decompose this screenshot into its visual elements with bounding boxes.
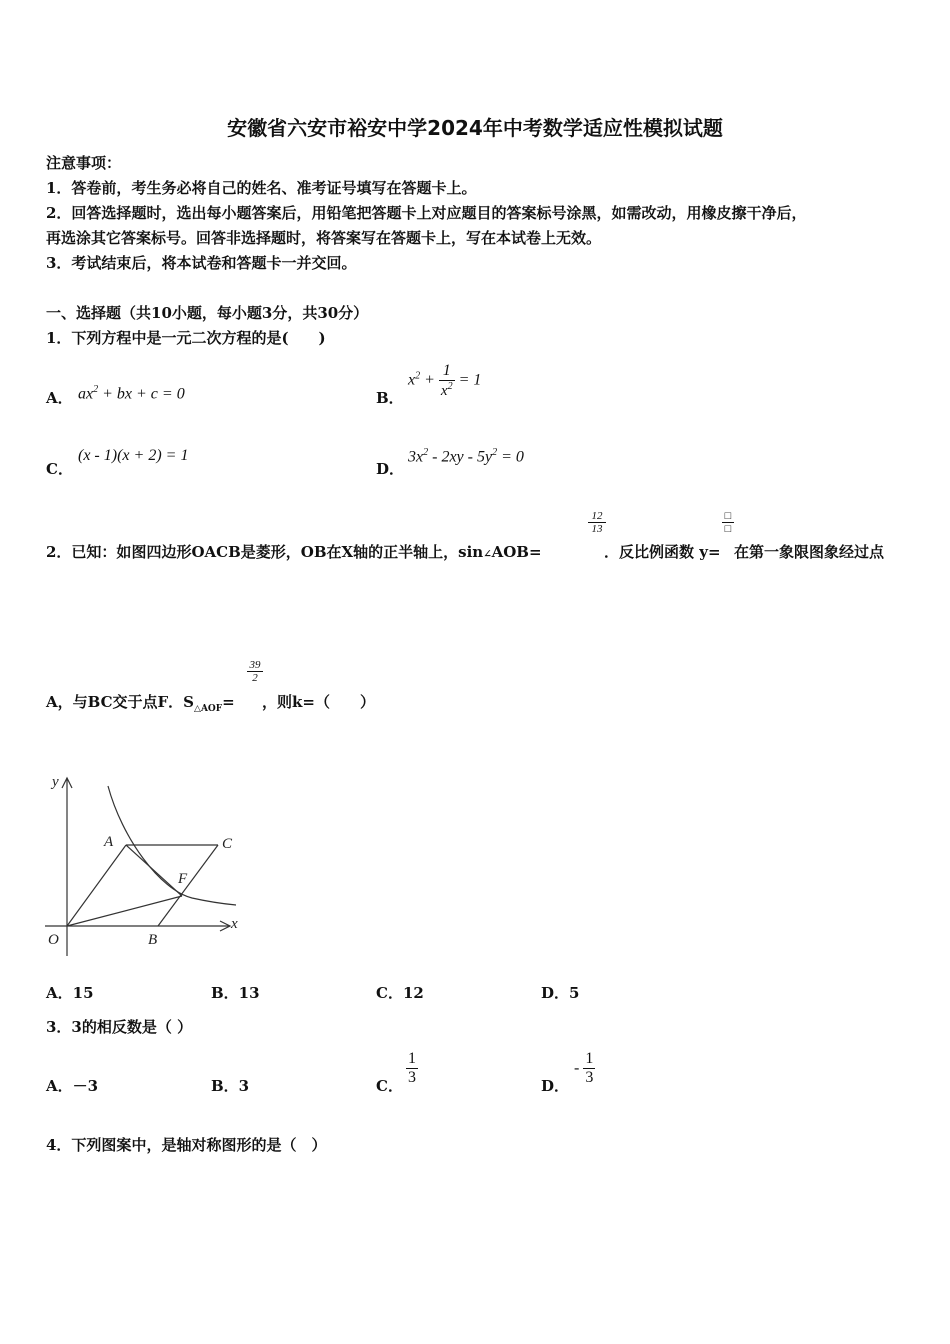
question-2-line2-end: ，则k=（ ） [262,693,375,711]
label-f: F [178,871,188,887]
q1-option-c-math: (x - 1)(x + 2) = 1 [78,447,189,464]
q1-option-d-label: D． [376,460,405,478]
q1-option-b-math: $x^2$ + $\frac{1}{x^2}$ = 1 [408,362,482,399]
question-3-stem: 3．3的相反数是（ ） [46,1018,193,1036]
q3-option-d-math: - $\frac{1}{3}$ [574,1050,594,1086]
q1-option-a-math: $ax^2$ + bx + c = 0 [78,384,185,403]
q1-option-a-label: A． [46,389,73,407]
question-2-stem: 2．已知：如图四边形OACB是菱形，OB在X轴的正半轴上，sin∠AOB= [46,543,542,561]
area-fraction: $\frac{39}{2}$ [247,659,263,684]
q3-option-c-math: $\frac{1}{3}$ [408,1050,416,1086]
q2-option-d: D．5 [541,984,580,1002]
sin-fraction: $\frac{12}{13}$ [588,510,606,535]
q1-option-d-math: $3x^2 - 2xy - 5y^2 = 0$ [408,447,524,466]
q3-option-a: A．－3 [46,1077,99,1095]
q1-option-c-label: C． [46,460,73,478]
segment-oa [67,845,126,926]
question-4-stem: 4．下列图案中，是轴对称图形的是（ ） [46,1136,327,1154]
segment-of [67,896,182,926]
q3-option-d-label: D． [541,1077,570,1095]
segment-cb [158,845,218,926]
segment-af [126,845,182,896]
label-o: O [48,932,59,948]
notice-item: 2．回答选择题时，选出每小题答案后，用铅笔把答题卡上对应题目的答案标号涂黑，如需改动，用橡皮擦干净后， [46,204,807,222]
label-x: x [231,916,238,932]
notice-item: 再选涂其它答案标号。回答非选择题时，将答案写在答题卡上，写在本试卷上无效。 [46,229,602,247]
label-b: B [148,932,158,948]
rhombus-hyperbola-figure [40,768,245,968]
label-a: A [104,834,114,850]
notice-item: 3．考试结束后，将本试卷和答题卡一并交回。 [46,254,357,272]
label-y: y [52,774,59,790]
q2-option-c: C．12 [376,984,424,1002]
section-heading: 一、选择题（共10小题，每小题3分，共30分） [46,304,369,322]
q2-option-a: A．15 [46,984,94,1002]
notice-item: 1．答卷前，考生务必将自己的姓名、准考证号填写在答题卡上。 [46,179,477,197]
page-title: 安徽省六安市裕安中学2024年中考数学适应性模拟试题 [227,116,723,140]
k-fraction: □ □ [722,510,734,535]
question-1-stem: 1．下列方程中是一元二次方程的是( ) [46,329,326,347]
q1-option-b-label: B． [376,389,404,407]
question-2-stem-end: 在第一象限图象经过点 [734,543,885,561]
q3-option-b: B．3 [211,1077,250,1095]
question-2-stem-cont: ．反比例函数 y= [604,543,721,561]
label-c: C [222,836,233,852]
q2-option-b: B．13 [211,984,260,1002]
notice-heading: 注意事项： [46,154,122,172]
question-2-line2: A，与BC交于点F．$S_{\triangle AOF}=$ [46,693,235,714]
q3-option-c-label: C． [376,1077,403,1095]
